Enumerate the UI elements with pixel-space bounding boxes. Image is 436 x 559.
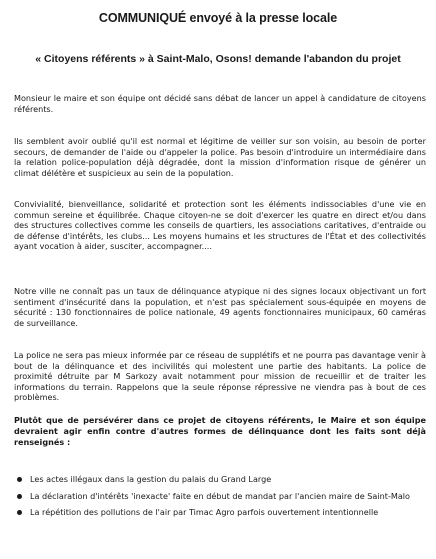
list-item [14,474,426,485]
list-item-text: La déclaration d'intérêts 'inexacte' faite en début de mandat par l'ancien maire de Saint-Malo [30,490,411,501]
document-subtitle: « Citoyens référents » à Saint-Malo, Osons! demande l'abandon du projet [35,53,401,65]
bullet-icon [17,477,22,482]
paragraph-delinquance-stats: Notre ville ne connaît pas un taux de délinquance atypique ni des signes locaux objectivant un fort sentiment d'insécurité dans la population, et n'est pas spécialement sous-équipée en moyens de sécurité : 130 fonctionnaires de police nationale, 49 agents fonctionnaires municipaux, 60 caméras de surveillance. [14,286,426,328]
list-item-text: Les actes illégaux dans la gestion du palais du Grand Large [30,474,272,484]
paragraph-police-proximite: La police ne sera pas mieux informée par ce réseau de supplétifs et ne pourra pas davantage venir à bout de la délinquance et des incivilités qui molestent une partie des habitants. La police de proximité détruite par M Sarkozy avait notamment pour mission de recueillir et de traiter les informations du terrain. Rappelons que la seule réponse répressive ne viendra pas à bout de ces problèmes. [14,350,426,403]
bullet-icon [17,494,22,499]
document-title: COMMUNIQUÉ envoyé à la presse locale [98,11,338,25]
paragraph-relation-police: Ils semblent avoir oublié qu'il est normal et légitime de veiller sur son voisin, au besoin de porter secours, de demander de l'aide ou d'appeler la police. Pas besoin d'introduire un intermédiaire dans la relation police-population déjà dégradée, dont la mission d'information risque de générer un climat délétère et suspicieux au sein de la population. [14,136,426,178]
bullet-icon [17,510,22,515]
paragraph-closing: Plutôt que de persévérer dans ce projet de citoyens référents, le Maire et son équipe devraient agir enfin contre d'autres formes de délinquance dont les faits sont déjà renseignés : [14,415,426,447]
list-item-text: La répétition des pollutions de l'air par Timac Agro parfois ouvertement intentionnelle [30,507,379,518]
paragraph-convivialite: Convivialité, bienveillance, solidarité et protection sont les éléments indissociables d'une vie en commun sereine et équilibrée. Chaque citoyen-ne se doit d'exercer les quatre en direct et/ou dans des structures collectives comme les conseils de quartiers, les associations caritatives, d'entraide ou de défense d'intérêts, les clubs... Les moyens humains et les structures de l'État et des collectivités ayant vocation à aider, susciter, accompagner.... [14,199,426,252]
list-item [14,491,426,502]
bullet-list [14,474,426,524]
list-item [14,507,426,518]
paragraph-intro: Monsieur le maire et son équipe ont décidé sans débat de lancer un appel à candidature de citoyens référents. [14,93,426,114]
